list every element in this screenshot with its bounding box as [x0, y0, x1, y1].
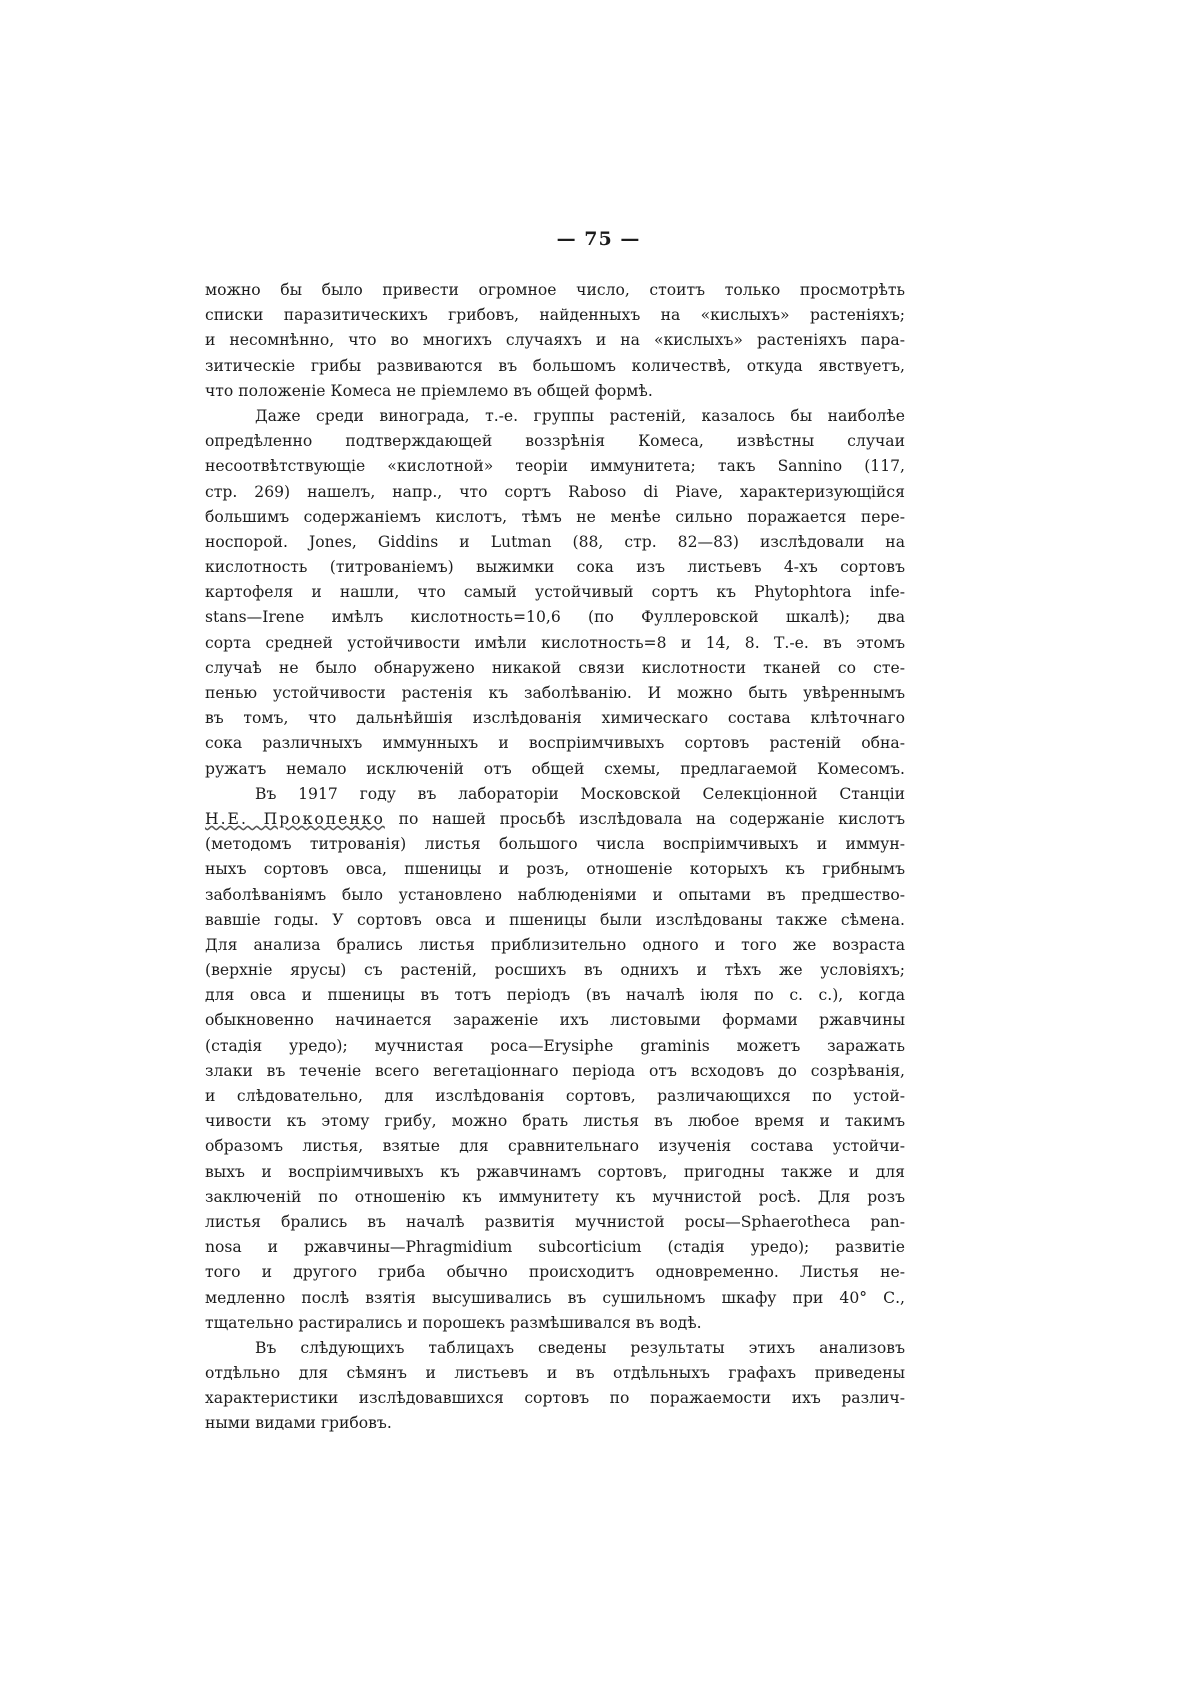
paragraph-continuation	[205, 278, 905, 404]
text-line: заболѣваніямъ было установлено наблюденіями и опытами въ предшество-	[205, 885, 905, 904]
text-line: и несомнѣнно, что во многихъ случаяхъ и на «кислыхъ» растеніяхъ пара-	[205, 331, 905, 350]
text-line: въ томъ, что дальнѣйшія изслѣдованія химическаго состава клѣточнаго	[205, 709, 905, 728]
text-line: (методомъ титрованія) листья большого числа воспріимчивыхъ и иммун-	[205, 835, 905, 854]
text-line: носпорой. Jones, Giddins и Lutman (88, стр. 82—83) изслѣдовали на	[205, 532, 905, 551]
text-line: сорта средней устойчивости имѣли кислотность=8 и 14, 8. Т.-е. въ этомъ	[205, 633, 905, 652]
text-line: отдѣльно для сѣмянъ и листьевъ и въ отдѣльныхъ графахъ приведены	[205, 1364, 905, 1383]
page-number: — 75 —	[556, 228, 641, 250]
text-line: списки паразитическихъ грибовъ, найденныхъ на «кислыхъ» растеніяхъ;	[205, 306, 905, 325]
text-line: обыкновенно начинается зараженіе ихъ листовыми формами ржавчины	[205, 1011, 905, 1030]
text-line: большимъ содержаніемъ кислотъ, тѣмъ не менѣе сильно поражается пере-	[205, 507, 905, 526]
text-line: образомъ листья, взятые для сравнительнаго изученія состава устойчи-	[205, 1137, 905, 1156]
text-line: чивости къ этому грибу, можно брать листья въ любое время и такимъ	[205, 1112, 905, 1131]
paragraph-tables-intro	[205, 1336, 905, 1437]
text-line: характеристики изслѣдовавшихся сортовъ по поражаемости ихъ различ-	[205, 1389, 905, 1408]
text-line: (верхніе ярусы) съ растеній, росшихъ въ однихъ и тѣхъ же условіяхъ;	[205, 961, 905, 980]
text-line: ружатъ немало исключеній отъ общей схемы, предлагаемой Комесомъ.	[205, 759, 905, 778]
text-line: nosa и ржавчины—Phragmidium subcorticium (стадія уредо); развитіе	[205, 1238, 905, 1257]
text-line: Даже среди винограда, т.-е. группы растеній, казалось бы наиболѣе	[255, 406, 905, 425]
text-line: случаѣ не было обнаружено никакой связи кислотности тканей со сте-	[205, 658, 905, 677]
text-line: несоотвѣтствующіе «кислотной» теоріи иммунитета; такъ Sannino (117,	[205, 457, 905, 476]
text-line: листья брались въ началѣ развитія мучнистой росы—Sphaerotheca pan-	[205, 1212, 905, 1231]
text-line: Въ слѣдующихъ таблицахъ сведены результаты этихъ анализовъ	[255, 1338, 905, 1357]
text-line: заключеній по отношенію къ иммунитету къ мучнистой росѣ. Для розъ	[205, 1187, 905, 1206]
text-line: того и другого гриба обычно происходитъ одновременно. Листья не-	[205, 1263, 905, 1282]
document-body	[205, 278, 905, 1437]
text-line: опредѣленно подтверждающей воззрѣнія Комеса, извѣстны случаи	[205, 432, 905, 451]
text-line: выхъ и воспріимчивыхъ къ ржавчинамъ сортовъ, пригодны также и для	[205, 1162, 905, 1181]
text-line: злаки въ теченіе всего вегетаціоннаго періода отъ всходовъ до созрѣванія,	[205, 1061, 905, 1080]
text-line: ныхъ сортовъ овса, пшеницы и розъ, отношеніе которыхъ къ грибнымъ	[205, 860, 905, 879]
text-line: сока различныхъ иммунныхъ и воспріимчивыхъ сортовъ растеній обна-	[205, 734, 905, 753]
text-line: и слѣдовательно, для изслѣдованія сортовъ, различающихся по устой-	[205, 1087, 905, 1105]
paragraph-1917-study	[205, 782, 905, 1336]
text-line	[205, 807, 905, 832]
text-line: стр. 269) нашелъ, напр., что сортъ Raboso di Piave, характеризующійся	[205, 482, 905, 501]
text-line: для овса и пшеницы въ тотъ періодъ (въ началѣ іюля по с. с.), когда	[205, 986, 905, 1005]
text-line: кислотность (титрованіемъ) выжимки сока изъ листьевъ 4-хъ сортовъ	[205, 558, 905, 577]
paragraph-grapes	[205, 404, 905, 782]
text-line: вавшіе годы. У сортовъ овса и пшеницы были изслѣдованы также сѣмена.	[205, 910, 905, 929]
text-line: Въ 1917 году въ лабораторіи Московской Селекціонной Станціи	[255, 784, 905, 803]
researcher-name: Н.Е. Прокопенко	[205, 809, 385, 828]
text-line: stans—Irene имѣлъ кислотность=10,6 (по Фуллеровской шкалѣ); два	[205, 608, 905, 627]
text-line: можно бы было привести огромное число, стоитъ только просмотрѣть	[205, 281, 905, 299]
text-line: зитическіе грибы развиваются въ большомъ количествѣ, откуда явствуетъ,	[205, 356, 905, 375]
text-line: пенью устойчивости растенія къ заболѣванію. И можно быть увѣреннымъ	[205, 684, 905, 702]
text-fragment: по нашей просьбѣ изслѣдовала на содержаніе кислотъ	[398, 809, 905, 828]
text-line: что положеніе Комеса не пріемлемо въ общей формѣ.	[205, 381, 653, 400]
text-line: медленно послѣ взятія высушивались въ сушильномъ шкафу при 40° С.,	[205, 1288, 905, 1307]
text-line: ными видами грибовъ.	[205, 1414, 392, 1433]
text-line: тщательно растирались и порошекъ размѣшивался въ водѣ.	[205, 1313, 702, 1332]
text-line: Для анализа брались листья приблизительно одного и того же возраста	[205, 935, 905, 954]
text-line: (стадія уредо); мучнистая роса—Erysiphe graminis можетъ заражать	[205, 1036, 905, 1055]
text-line: картофеля и нашли, что самый устойчивый сортъ къ Phytophtora infe-	[205, 583, 905, 602]
